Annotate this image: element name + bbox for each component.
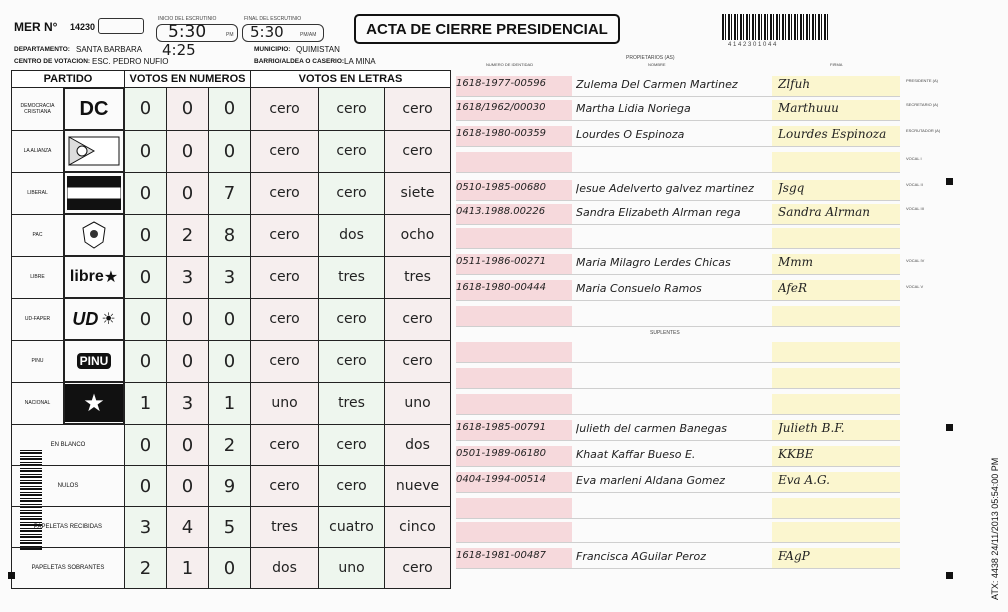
row-line bbox=[456, 362, 900, 363]
vote-number: 0 bbox=[209, 548, 251, 589]
row-line bbox=[456, 568, 900, 569]
vote-number: 0 bbox=[125, 130, 167, 172]
vote-number: 3 bbox=[125, 507, 167, 548]
member-signature: FAgP bbox=[778, 549, 810, 563]
registration-mark bbox=[946, 178, 953, 185]
mun-label: MUNICIPIO: bbox=[254, 46, 291, 53]
vote-number: 0 bbox=[167, 425, 209, 466]
vote-letters: cero bbox=[251, 466, 319, 507]
vote-letters: tres bbox=[251, 507, 319, 548]
vote-number: 1 bbox=[209, 382, 251, 425]
id-cell bbox=[456, 228, 572, 248]
party-name: LIBERAL bbox=[12, 172, 64, 214]
vote-number: 1 bbox=[167, 548, 209, 589]
row-line bbox=[456, 172, 900, 173]
cne-logo bbox=[98, 18, 144, 34]
member-id: 0404-1994-00514 bbox=[456, 474, 546, 485]
role-label: VOCAL II bbox=[906, 182, 923, 187]
col-numeros: VOTOS EN NUMEROS bbox=[125, 71, 251, 88]
row-line bbox=[456, 224, 900, 225]
mer-label: MER N° bbox=[14, 20, 58, 34]
table-row bbox=[12, 214, 451, 256]
vote-letters: cero bbox=[251, 214, 319, 256]
party-name: PAC bbox=[12, 214, 64, 256]
inicio-unit: PM bbox=[226, 32, 234, 38]
row-line bbox=[456, 492, 900, 493]
row-line bbox=[456, 466, 900, 467]
id-cell bbox=[456, 522, 572, 542]
party-name: LIBRE bbox=[12, 256, 64, 298]
row-line bbox=[456, 542, 900, 543]
member-id: 0413.1988.00226 bbox=[456, 206, 546, 217]
vote-number: 0 bbox=[167, 172, 209, 214]
vote-number: 0 bbox=[125, 340, 167, 382]
vote-letters: uno bbox=[319, 548, 385, 589]
vote-number: 9 bbox=[209, 466, 251, 507]
row-line bbox=[456, 388, 900, 389]
vote-letters: uno bbox=[385, 382, 451, 425]
party-name: LA ALIANZA bbox=[12, 130, 64, 172]
vote-letters: cero bbox=[319, 425, 385, 466]
vote-number: 2 bbox=[209, 425, 251, 466]
member-name: Eva marleni Aldana Gomez bbox=[576, 474, 726, 487]
table-row bbox=[12, 130, 451, 172]
vote-letters: cero bbox=[385, 130, 451, 172]
party-name: DEMOCRACIA CRISTIANA bbox=[12, 88, 64, 131]
signature-cell bbox=[772, 522, 900, 542]
id-cell bbox=[456, 152, 572, 172]
prop-label: PROPIETARIOS (AS) bbox=[626, 55, 675, 61]
signature-cell bbox=[772, 228, 900, 248]
party-name: EN BLANCO bbox=[12, 425, 125, 466]
final-value: 5:30 bbox=[250, 23, 284, 41]
nombre-label: NOMBRE bbox=[648, 62, 666, 67]
vote-number: 0 bbox=[167, 88, 209, 131]
vote-number: 0 bbox=[209, 298, 251, 340]
vote-table bbox=[11, 70, 451, 589]
party-logo bbox=[64, 340, 124, 382]
vote-letters: cero bbox=[385, 548, 451, 589]
mer-number: 14230 bbox=[70, 22, 96, 32]
row-line bbox=[456, 146, 900, 147]
member-id: 1618-1985-00791 bbox=[456, 422, 546, 433]
id-cell bbox=[456, 342, 572, 362]
party-logo bbox=[64, 214, 124, 256]
final-label: FINAL DEL ESCRUTINIO bbox=[244, 16, 302, 22]
member-name: Martha Lidia Noriega bbox=[576, 102, 691, 115]
vote-letters: cero bbox=[319, 298, 385, 340]
member-signature: Zlfuh bbox=[778, 77, 811, 91]
col-partido: PARTIDO bbox=[12, 71, 125, 88]
table-row bbox=[12, 466, 451, 507]
inicio-value: 5:30 bbox=[168, 22, 207, 42]
signature-cell bbox=[772, 152, 900, 172]
vote-number: 0 bbox=[167, 298, 209, 340]
member-id: 1618-1981-00487 bbox=[456, 550, 546, 561]
role-label: VOCAL I bbox=[906, 156, 922, 161]
role-label: SECRETARIO (A) bbox=[906, 102, 939, 107]
vote-letters: cero bbox=[251, 340, 319, 382]
member-signature: Sandra Alrman bbox=[778, 205, 870, 219]
vote-letters: cero bbox=[385, 88, 451, 131]
inicio-label: INICIO DEL ESCRUTINIO bbox=[158, 16, 217, 22]
member-signature: Marthuuu bbox=[778, 101, 839, 115]
party-name: PINU bbox=[12, 340, 64, 382]
signature-cell bbox=[772, 368, 900, 388]
party-logo-3 bbox=[81, 215, 107, 255]
member-name: Lourdes O Espinoza bbox=[576, 128, 685, 141]
suplentes-label: SUPLENTES bbox=[650, 330, 680, 336]
vote-letters: tres bbox=[385, 256, 451, 298]
member-id: 0511-1986-00271 bbox=[456, 256, 546, 267]
vote-number: 0 bbox=[125, 298, 167, 340]
vote-letters: cero bbox=[251, 298, 319, 340]
id-cell bbox=[456, 498, 572, 518]
vote-letters: cero bbox=[251, 256, 319, 298]
member-id: 1618-1980-00359 bbox=[456, 128, 546, 139]
row-line bbox=[456, 300, 900, 301]
vote-letters: cero bbox=[251, 425, 319, 466]
member-name: Khaat Kaffar Bueso E. bbox=[576, 448, 696, 461]
vote-number: 1 bbox=[125, 382, 167, 425]
role-label: VOCAL IV bbox=[906, 258, 925, 263]
party-logo-5: UD ☀ bbox=[72, 308, 116, 329]
vote-number: 2 bbox=[125, 548, 167, 589]
registration-mark bbox=[946, 424, 953, 431]
member-id: 1618-1977-00596 bbox=[456, 78, 546, 89]
row-line bbox=[456, 248, 900, 249]
vote-number: 8 bbox=[209, 214, 251, 256]
col-letras: VOTOS EN LETRAS bbox=[251, 71, 451, 88]
vote-number: 0 bbox=[125, 466, 167, 507]
party-logo-6: PINU bbox=[77, 341, 112, 381]
vote-number: 0 bbox=[209, 88, 251, 131]
member-signature: Jsgq bbox=[778, 181, 805, 195]
table-row bbox=[12, 382, 451, 425]
role-label: ESCRUTADOR (A) bbox=[906, 128, 941, 133]
member-name: Francisca AGuilar Peroz bbox=[576, 550, 707, 563]
side-label: ATX: 4438 24/11/2013 05:54:00 PM bbox=[990, 457, 1000, 600]
party-name: PAPELETAS RECIBIDAS bbox=[12, 507, 125, 548]
vote-letters: uno bbox=[251, 382, 319, 425]
table-row bbox=[12, 425, 451, 466]
vote-letters: siete bbox=[385, 172, 451, 214]
member-id: 1618/1962/00030 bbox=[456, 102, 546, 113]
member-name: Maria Consuelo Ramos bbox=[576, 282, 702, 295]
signature-cell bbox=[772, 342, 900, 362]
id-cell bbox=[456, 394, 572, 414]
table-row bbox=[12, 256, 451, 298]
id-cell bbox=[456, 368, 572, 388]
member-id: 0501-1989-06180 bbox=[456, 448, 546, 459]
member-name: Jesue Adelverto galvez martinez bbox=[576, 182, 754, 195]
id-label: NUMERO DE IDENTIDAD bbox=[486, 62, 534, 67]
role-label: VOCAL V bbox=[906, 284, 924, 289]
vote-number: 0 bbox=[209, 130, 251, 172]
signature-cell bbox=[772, 306, 900, 326]
party-logo bbox=[64, 382, 124, 424]
vote-number: 7 bbox=[209, 172, 251, 214]
vote-letters: cero bbox=[385, 340, 451, 382]
member-signature: Mmm bbox=[778, 255, 814, 269]
party-logo-4: libre ★ bbox=[69, 268, 119, 286]
party-logo-2 bbox=[67, 173, 121, 213]
table-row bbox=[12, 298, 451, 340]
dept-label: DEPARTAMENTO: bbox=[14, 46, 70, 53]
vote-letters: nueve bbox=[385, 466, 451, 507]
page-title: ACTA DE CIERRE PRESIDENCIAL bbox=[354, 14, 620, 44]
party-logo bbox=[64, 88, 124, 130]
vote-number: 0 bbox=[125, 88, 167, 131]
vote-letters: dos bbox=[319, 214, 385, 256]
party-logo-7: ★ bbox=[65, 383, 123, 423]
vote-letters: ocho bbox=[385, 214, 451, 256]
vote-letters: cero bbox=[319, 88, 385, 131]
vote-number: 2 bbox=[167, 214, 209, 256]
member-signature: AfeR bbox=[778, 281, 808, 295]
party-logo bbox=[64, 298, 124, 340]
party-name: PAPELETAS SOBRANTES bbox=[12, 548, 125, 589]
row-line bbox=[456, 414, 900, 415]
barcode-top bbox=[722, 14, 828, 40]
vote-letters: cero bbox=[319, 172, 385, 214]
vote-number: 0 bbox=[167, 466, 209, 507]
vote-number: 0 bbox=[167, 340, 209, 382]
member-name: Sandra Elizabeth Alrman rega bbox=[576, 206, 741, 219]
final-unit: PM/AM bbox=[300, 32, 317, 38]
vote-number: 3 bbox=[167, 256, 209, 298]
row-line bbox=[456, 274, 900, 275]
vote-letters: cero bbox=[251, 88, 319, 131]
row-line bbox=[456, 120, 900, 121]
member-signature: Eva A.G. bbox=[778, 473, 830, 487]
vote-number: 5 bbox=[209, 507, 251, 548]
vote-letters: tres bbox=[319, 256, 385, 298]
party-logo-0: DC bbox=[79, 97, 109, 120]
table-row bbox=[12, 507, 451, 548]
centro-label: CENTRO DE VOTACION: bbox=[14, 58, 91, 65]
vote-letters: dos bbox=[385, 425, 451, 466]
vote-number: 3 bbox=[209, 256, 251, 298]
id-cell bbox=[456, 306, 572, 326]
role-label: PRESIDENTE (A) bbox=[906, 78, 939, 83]
vote-letters: cero bbox=[319, 340, 385, 382]
signature-cell bbox=[772, 394, 900, 414]
member-signature: KKBE bbox=[778, 447, 814, 461]
row-line bbox=[456, 518, 900, 519]
firma-label: FIRMA bbox=[830, 62, 843, 67]
dept-value: SANTA BARBARA bbox=[76, 45, 143, 54]
registration-mark bbox=[8, 572, 15, 579]
party-logo-1 bbox=[68, 131, 120, 171]
table-row bbox=[12, 548, 451, 589]
signature-cell bbox=[772, 498, 900, 518]
vote-letters: cero bbox=[319, 466, 385, 507]
row-line bbox=[456, 440, 900, 441]
vote-letters: cero bbox=[251, 130, 319, 172]
vote-letters: cuatro bbox=[319, 507, 385, 548]
mun-value: QUIMISTAN bbox=[296, 45, 340, 54]
vote-number: 0 bbox=[125, 425, 167, 466]
vote-number: 4 bbox=[167, 507, 209, 548]
centro-value: ESC. PEDRO NUFIO bbox=[92, 57, 169, 66]
vote-number: 3 bbox=[167, 382, 209, 425]
row-line bbox=[456, 96, 900, 97]
table-row bbox=[12, 172, 451, 214]
vote-letters: cinco bbox=[385, 507, 451, 548]
member-name: Maria Milagro Lerdes Chicas bbox=[576, 256, 731, 269]
party-name: NULOS bbox=[12, 466, 125, 507]
party-logo bbox=[64, 172, 124, 214]
member-id: 1618-1980-00444 bbox=[456, 282, 546, 293]
member-name: Julieth del carmen Banegas bbox=[576, 422, 727, 435]
member-signature: Lourdes Espinoza bbox=[778, 127, 887, 141]
row-line bbox=[456, 326, 900, 327]
vote-letters: tres bbox=[319, 382, 385, 425]
vote-number: 0 bbox=[209, 340, 251, 382]
vote-letters: cero bbox=[251, 172, 319, 214]
member-id: 0510-1985-00680 bbox=[456, 182, 546, 193]
party-logo bbox=[64, 256, 124, 298]
party-name: UD-FAPER bbox=[12, 298, 64, 340]
vote-letters: cero bbox=[385, 298, 451, 340]
row-line bbox=[456, 200, 900, 201]
barrio-label: BARRIO/ALDEA O CASERIO: bbox=[254, 58, 345, 65]
vote-letters: dos bbox=[251, 548, 319, 589]
vote-number: 0 bbox=[125, 214, 167, 256]
party-name: NACIONAL bbox=[12, 382, 64, 425]
table-row bbox=[12, 340, 451, 382]
registration-mark bbox=[946, 572, 953, 579]
vote-number: 0 bbox=[167, 130, 209, 172]
table-row bbox=[12, 88, 451, 131]
member-name: Zulema Del Carmen Martinez bbox=[576, 78, 738, 91]
extra-time: 4:25 bbox=[162, 41, 196, 59]
party-logo bbox=[64, 130, 124, 172]
member-signature: Julieth B.F. bbox=[778, 421, 845, 435]
role-label: VOCAL III bbox=[906, 206, 924, 211]
vote-letters: cero bbox=[319, 130, 385, 172]
barrio-value: LA MINA bbox=[344, 57, 376, 66]
barcode-number: 4 1 4 2 3 0 1 0 4 4 bbox=[728, 42, 777, 48]
vote-number: 0 bbox=[125, 172, 167, 214]
vote-number: 0 bbox=[125, 256, 167, 298]
